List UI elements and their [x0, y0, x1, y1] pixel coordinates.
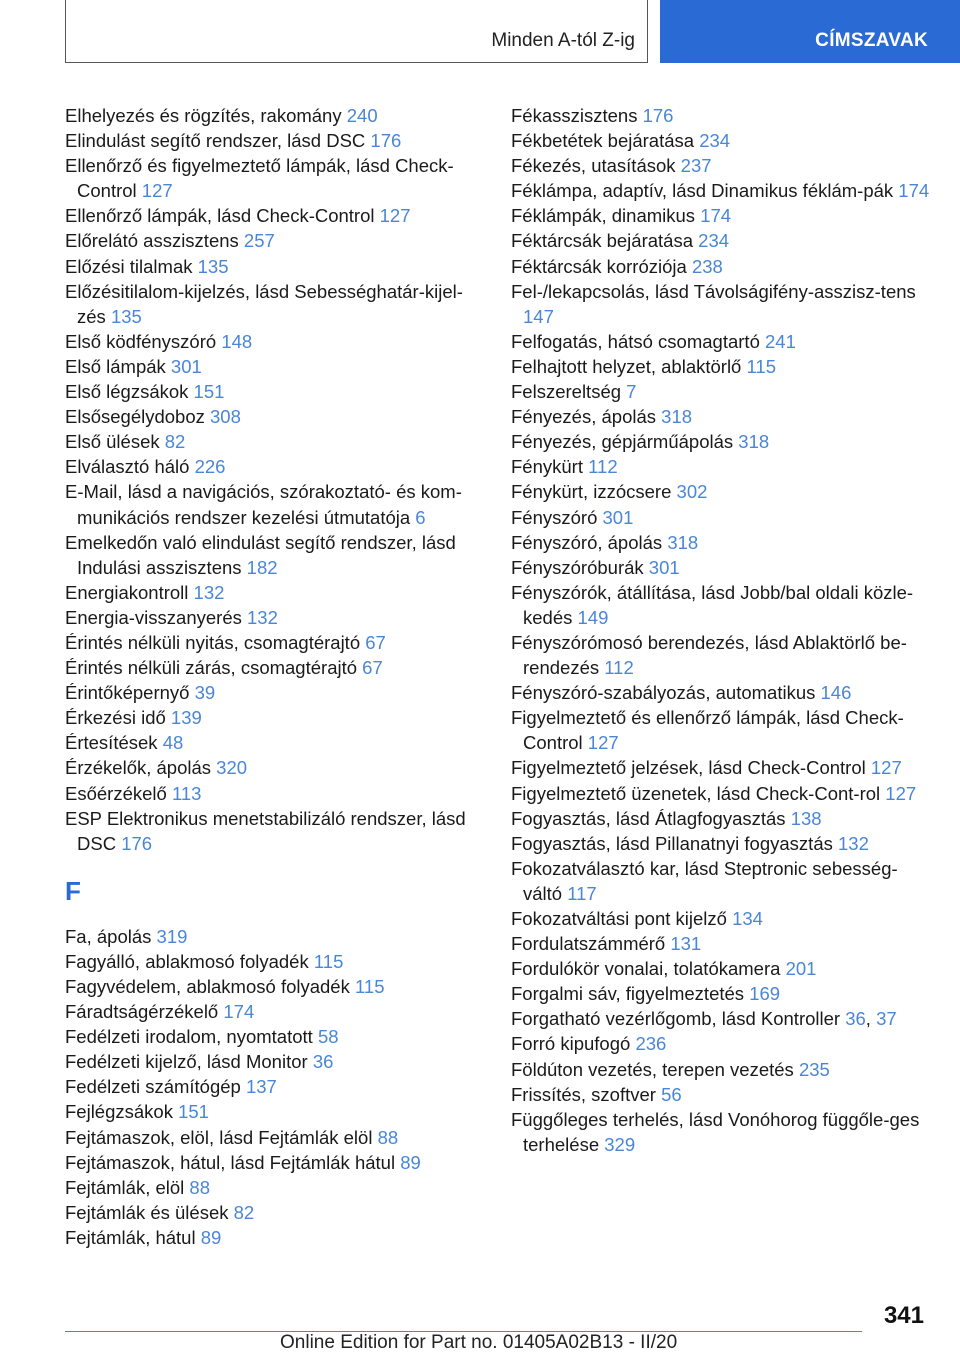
index-entry [65, 429, 485, 454]
page-reference-link[interactable]: 176 [642, 105, 674, 126]
index-entry [65, 1125, 485, 1150]
index-entry [65, 1074, 485, 1099]
page-reference-link[interactable]: 226 [194, 456, 226, 478]
index-entry-text: Fokozatváltási pont kijelző [511, 908, 727, 929]
page-reference-link[interactable]: 147 [523, 305, 554, 327]
index-entry [65, 454, 485, 479]
index-entry-text: Fényszóró-szabályozás, automatikus [511, 682, 816, 704]
index-entry-text: Fa, ápolás [65, 925, 152, 947]
index-entry-text: Első ködfényszóró [65, 330, 217, 352]
index-entry [511, 555, 936, 580]
index-entry-text: Fagyvédelem, ablakmosó folyadék [65, 976, 350, 997]
page-reference-link[interactable]: 115 [746, 355, 776, 377]
page-reference-link[interactable]: 56 [661, 1083, 682, 1105]
page-reference-link[interactable]: 301 [170, 355, 202, 377]
page-reference-link[interactable]: 318 [661, 406, 693, 428]
page-reference-link[interactable]: 39 [194, 682, 216, 704]
index-entry-text: Előrelátó asszisztens [65, 230, 239, 252]
index-entry-text: Fel-/lekapcsolás, lásd Távolságifény-asszisz-tens [511, 280, 916, 302]
index-entry [511, 454, 936, 479]
index-entry [65, 254, 485, 279]
page-reference-link[interactable]: 329 [604, 1133, 636, 1155]
page-reference-link[interactable]: 176 [121, 832, 153, 854]
index-entry [511, 354, 936, 379]
index-entry-text: Érintőképernyő [65, 682, 190, 704]
index-entry-text: Előzésitilalom-kijelzés, lásd Sebességhatár-kijel-zés [65, 280, 463, 327]
index-entry [65, 1225, 485, 1250]
index-entry-text: Fényszóró, ápolás [511, 531, 663, 553]
page-reference-link[interactable]: 36 [312, 1051, 334, 1073]
index-entry-text: Fénykürt, izzócsere [511, 481, 672, 503]
index-entry-text: Felfogatás, hátsó csomagtartó [511, 330, 760, 352]
footer-edition-text: Online Edition for Part no. 01405A02B13 - II/20 [280, 1332, 678, 1353]
index-group-f [65, 924, 485, 1250]
index-entry-text: Ellenőrző lámpák, lásd Check-Control [65, 205, 375, 227]
page-reference-link[interactable]: 318 [667, 531, 699, 553]
index-entry-text: Fejtámlák és ülések [65, 1201, 229, 1223]
index-entry [65, 1175, 485, 1200]
index-entry [511, 228, 936, 253]
index-entry-text: Fogyasztás, lásd Pillanatnyi fogyasztás [511, 832, 833, 854]
index-entry [511, 781, 936, 806]
index-entry-text: Előzési tilalmak [65, 255, 193, 277]
index-entry-text: Frissítés, szoftver [511, 1083, 656, 1105]
page-reference-link[interactable]: 135 [110, 305, 142, 327]
page-reference-link[interactable]: 89 [400, 1151, 421, 1173]
header-tab-a-z-label: Minden A-tól Z-ig [491, 30, 635, 51]
index-entry-text: Földúton vezetés, terepen vezetés [511, 1058, 794, 1080]
index-entry [511, 831, 936, 856]
index-entry-text: Fényszóró [511, 506, 598, 528]
index-entry [65, 655, 485, 680]
index-entry-text: Féktárcsák korróziója [511, 255, 687, 277]
index-entry [65, 580, 485, 605]
index-entry-text: Első ülések [65, 431, 160, 453]
index-entry-text: Forró kipufogó [511, 1033, 631, 1055]
page-reference-link[interactable]: 67 [362, 657, 383, 679]
page-reference-link[interactable]: 257 [243, 230, 275, 252]
page-reference-link[interactable]: 319 [156, 925, 188, 947]
page-reference-link[interactable]: 149 [577, 606, 609, 628]
index-entry [511, 379, 936, 404]
index-entry [65, 730, 485, 755]
header-tab-keywords-label: CÍMSZAVAK [815, 30, 928, 51]
page-reference-link[interactable]: 146 [820, 682, 852, 704]
index-entry-text: Forgatható vezérlőgomb, lásd Kontroller [511, 1008, 841, 1030]
page-reference-link[interactable]: 176 [370, 130, 402, 152]
index-entry [511, 1107, 936, 1157]
index-entry [65, 1200, 485, 1225]
index-entry-text: Energiakontroll [65, 581, 189, 603]
index-entry [511, 630, 936, 680]
index-entry-text: Fedélzeti számítógép [65, 1076, 241, 1098]
index-entry [65, 354, 485, 379]
index-entry-text: Fékbetétek bejáratása [511, 130, 695, 152]
page-reference-link[interactable]: 131 [670, 933, 702, 955]
page-reference-link[interactable]: 88 [189, 1176, 210, 1198]
index-entry-text: Fényszórók, átállítása, lásd Jobb/bal oldali közle-kedés [511, 581, 914, 628]
index-entry [511, 479, 936, 504]
page-reference-link[interactable]: 127 [885, 782, 917, 804]
index-entry [511, 128, 936, 153]
index-entry [511, 981, 936, 1006]
page-reference-link[interactable]: 7 [626, 381, 637, 403]
index-entry [511, 103, 936, 128]
index-entry [65, 329, 485, 354]
index-entry [511, 254, 936, 279]
index-entry-text: Energia-visszanyerés [65, 606, 242, 628]
index-entry-text: Fejtámlák, hátul [65, 1226, 196, 1248]
index-entry [511, 505, 936, 530]
index-entry-text: Féktárcsák bejáratása [511, 230, 694, 252]
index-entry-text: Érzékelők, ápolás [65, 757, 212, 779]
page-reference-link[interactable]: 320 [216, 757, 248, 779]
index-entry [65, 404, 485, 429]
index-entry [65, 530, 485, 580]
index-entry [65, 806, 485, 856]
index-entry-text: Fényszórómosó berendezés, lásd Ablaktörlő be-rendezés [511, 631, 907, 679]
index-entry [65, 605, 485, 630]
index-entry [511, 279, 936, 329]
index-entry-text: Ellenőrző és figyelmeztető lámpák, lásd Check-Control [65, 155, 454, 202]
page-reference-link[interactable]: 238 [691, 255, 723, 277]
index-entry [511, 1082, 936, 1107]
index-entry [65, 949, 485, 974]
index-column-left [65, 103, 485, 1250]
page-reference-link[interactable]: 174 [700, 205, 732, 227]
index-entry [65, 924, 485, 949]
index-entry-text: Érintés nélküli nyitás, csomagtérajtó [65, 631, 361, 653]
index-entry-text: Féklámpák, dinamikus [511, 205, 696, 227]
index-entry-text: Fejtámaszok, elöl, lásd Fejtámlák elöl [65, 1126, 373, 1148]
index-entry [511, 1057, 936, 1082]
index-entry-text: Forgalmi sáv, figyelmeztetés [511, 983, 745, 1005]
index-entry-text: Elsősegélydoboz [65, 406, 205, 428]
index-entry-text: Első légzsákok [65, 381, 189, 403]
page-reference-link[interactable]: 308 [210, 406, 241, 428]
page-reference-link[interactable]: 6 [415, 506, 426, 528]
page-reference-link[interactable]: 201 [785, 958, 817, 980]
index-group-e [65, 103, 485, 856]
index-entry [511, 680, 936, 705]
index-entry [65, 279, 485, 329]
index-entry [65, 479, 485, 529]
index-entry [65, 781, 485, 806]
page-reference-link[interactable]: 36 [845, 1008, 866, 1030]
page-reference-link[interactable]: 82 [164, 431, 186, 453]
index-entry [65, 1099, 485, 1124]
index-entry-text: Fáradtságérzékelő [65, 1001, 219, 1023]
page-reference-link[interactable]: 235 [798, 1058, 830, 1080]
index-entry-text: ESP Elektronikus menetstabilizáló rendszer, lásd DSC [65, 807, 466, 854]
index-entry [511, 806, 936, 831]
page-reference-link[interactable]: 318 [738, 431, 770, 453]
index-entry-text: Fordulókör vonalai, tolatókamera [511, 958, 781, 980]
page-reference-link[interactable]: 48 [162, 732, 184, 754]
index-entry-text: Fedélzeti irodalom, nyomtatott [65, 1026, 313, 1048]
index-entry [511, 956, 936, 981]
page-reference-link[interactable]: 236 [635, 1033, 667, 1055]
page-reference-link[interactable]: 148 [221, 330, 253, 352]
index-entry [511, 203, 936, 228]
index-entry-text: Fedélzeti kijelző, lásd Monitor [65, 1051, 308, 1073]
page-reference-link[interactable]: 301 [648, 556, 680, 578]
index-entry [65, 755, 485, 780]
page-reference-link[interactable]: 302 [676, 481, 708, 503]
index-entry [65, 1024, 485, 1049]
index-entry [511, 178, 936, 203]
page-reference-link[interactable]: 301 [602, 506, 634, 528]
page-reference-link[interactable]: 234 [698, 230, 730, 252]
index-entry-text: Elhelyezés és rögzítés, rakomány [65, 105, 342, 126]
index-entry-text: Fordulatszámmérő [511, 933, 666, 955]
page-reference-link[interactable]: 132 [838, 832, 869, 854]
section-letter-f: F [65, 875, 81, 906]
index-entry [511, 530, 936, 555]
index-entry [65, 974, 485, 999]
index-entry-text: Fékasszisztens [511, 105, 638, 126]
index-entry-text: Fénykürt [511, 456, 583, 478]
page-reference-link[interactable]: 169 [749, 983, 781, 1005]
index-entry-text: Fagyálló, ablakmosó folyadék [65, 950, 309, 972]
index-entry-text: Elválasztó háló [65, 456, 190, 478]
index-entry [511, 1031, 936, 1056]
page-reference-link[interactable]: 135 [197, 255, 229, 277]
index-entry [511, 755, 936, 780]
index-entry [65, 680, 485, 705]
page-reference-link[interactable]: 241 [765, 330, 796, 352]
index-entry [65, 228, 485, 253]
index-entry [511, 906, 936, 931]
page-reference-link[interactable]: 174 [223, 1001, 255, 1023]
page-reference-link[interactable]: 58 [317, 1026, 339, 1048]
page-reference-link[interactable]: 237 [680, 155, 712, 177]
index-entry [511, 705, 936, 755]
index-entry-text: Fogyasztás, lásd Átlagfogyasztás [511, 807, 786, 829]
index-entry-text: Fékezés, utasítások [511, 155, 676, 177]
page-reference-link[interactable]: 240 [346, 105, 378, 126]
index-entry-text: Emelkedőn való elindulást segítő rendszer, lásd Indulási asszisztens [65, 531, 456, 578]
page-reference-link[interactable]: 115 [313, 950, 344, 972]
index-entry [511, 580, 936, 630]
page-reference-link[interactable]: 112 [588, 456, 618, 478]
page-reference-link[interactable]: 234 [699, 130, 731, 152]
index-group-f-continued [511, 103, 936, 1157]
page-reference-link[interactable]: 88 [377, 1126, 399, 1148]
header-tab-keywords[interactable] [660, 0, 960, 63]
index-entry-text: Felhajtott helyzet, ablaktörlő [511, 355, 742, 377]
index-entry [65, 999, 485, 1024]
index-entry-text: Féklámpa, adaptív, lásd Dinamikus féklám-pák [511, 180, 894, 202]
index-entry [65, 153, 485, 203]
page-reference-link[interactable]: 127 [141, 180, 173, 202]
page-reference-link[interactable]: 82 [233, 1201, 255, 1223]
page-reference-link[interactable]: 112 [604, 657, 634, 679]
page-reference-link[interactable]: 127 [870, 757, 902, 779]
page-reference-link[interactable]: 151 [193, 381, 225, 403]
index-entry-text: Felszereltség [511, 381, 622, 403]
index-entry [65, 1049, 485, 1074]
index-column-right [511, 103, 936, 1157]
page-reference-link[interactable]: 138 [790, 807, 822, 829]
index-entry [511, 931, 936, 956]
index-entry [65, 379, 485, 404]
index-entry [511, 329, 936, 354]
index-entry [511, 429, 936, 454]
index-entry [65, 630, 485, 655]
index-entry-text: Fejtámaszok, hátul, lásd Fejtámlák hátul [65, 1151, 396, 1173]
index-entry [65, 203, 485, 228]
page-reference-link[interactable]: 113 [171, 782, 202, 804]
index-entry: Forgatható vezérlőgomb, lásd Kontroller 36, 37 [511, 1008, 897, 1030]
page-reference-link[interactable]: 37 [876, 1008, 897, 1030]
index-entry [511, 153, 936, 178]
index-entry [511, 404, 936, 429]
index-entry-text: Elindulást segítő rendszer, lásd DSC [65, 130, 366, 152]
index-entry [65, 1150, 485, 1175]
index-entry-text: E-Mail, lásd a navigációs, szórakoztató- és kom-munikációs rendszer kezelési útmutatója [65, 481, 462, 528]
page-reference-link[interactable]: 115 [355, 976, 385, 997]
page-reference-link[interactable]: 67 [365, 631, 386, 653]
page-reference-link[interactable]: 132 [247, 606, 278, 628]
page-reference-link[interactable]: 127 [587, 732, 619, 754]
index-entry [511, 856, 936, 906]
page-reference-link[interactable]: 134 [732, 908, 763, 929]
index-entry-text: Értesítések [65, 732, 158, 754]
index-entry-text: Érkezési idő [65, 707, 166, 729]
page-reference-link[interactable]: 117 [567, 882, 597, 904]
page-reference-link[interactable]: 139 [170, 707, 202, 729]
index-entry-text: Fényszóróburák [511, 556, 644, 578]
index-entry-text: Első lámpák [65, 355, 166, 377]
page-reference-link[interactable]: 137 [245, 1076, 277, 1098]
page-number: 341 [883, 1302, 924, 1329]
index-entry-text: Esőérzékelő [65, 782, 167, 804]
page-reference-link[interactable]: 182 [246, 556, 278, 578]
index-entry-text: Fejtámlák, elöl [65, 1176, 185, 1198]
index-entry-text: Fokozatválasztó kar, lásd Steptronic sebesség-váltó [511, 857, 898, 904]
index-entry-text: Függőleges terhelés, lásd Vonóhorog függőle-ges terhelése [511, 1108, 920, 1155]
index-entry-text: Figyelmeztető üzenetek, lásd Check-Cont-rol [511, 782, 881, 804]
index-entry-text: Fejlégzsákok [65, 1101, 173, 1123]
page-reference-link[interactable]: 132 [193, 581, 225, 603]
index-entry-text: Fényezés, ápolás [511, 406, 657, 428]
page-reference-link[interactable]: 151 [178, 1101, 209, 1123]
index-entry [65, 103, 485, 128]
index-entry [65, 705, 485, 730]
index-entry-text: Figyelmeztető jelzések, lásd Check-Control [511, 757, 866, 779]
index-entry-text: Érintés nélküli zárás, csomagtérajtó [65, 657, 358, 679]
index-entry-text: Fényezés, gépjárműápolás [511, 431, 734, 453]
index-entry [65, 128, 485, 153]
index-entry-text: Figyelmeztető és ellenőrző lámpák, lásd Check-Control [511, 707, 904, 754]
page-reference-link[interactable]: 89 [200, 1226, 222, 1248]
page-reference-link[interactable]: 127 [379, 205, 411, 227]
header-tab-a-z[interactable] [65, 0, 648, 63]
page-reference-link[interactable]: 174 [898, 180, 930, 202]
